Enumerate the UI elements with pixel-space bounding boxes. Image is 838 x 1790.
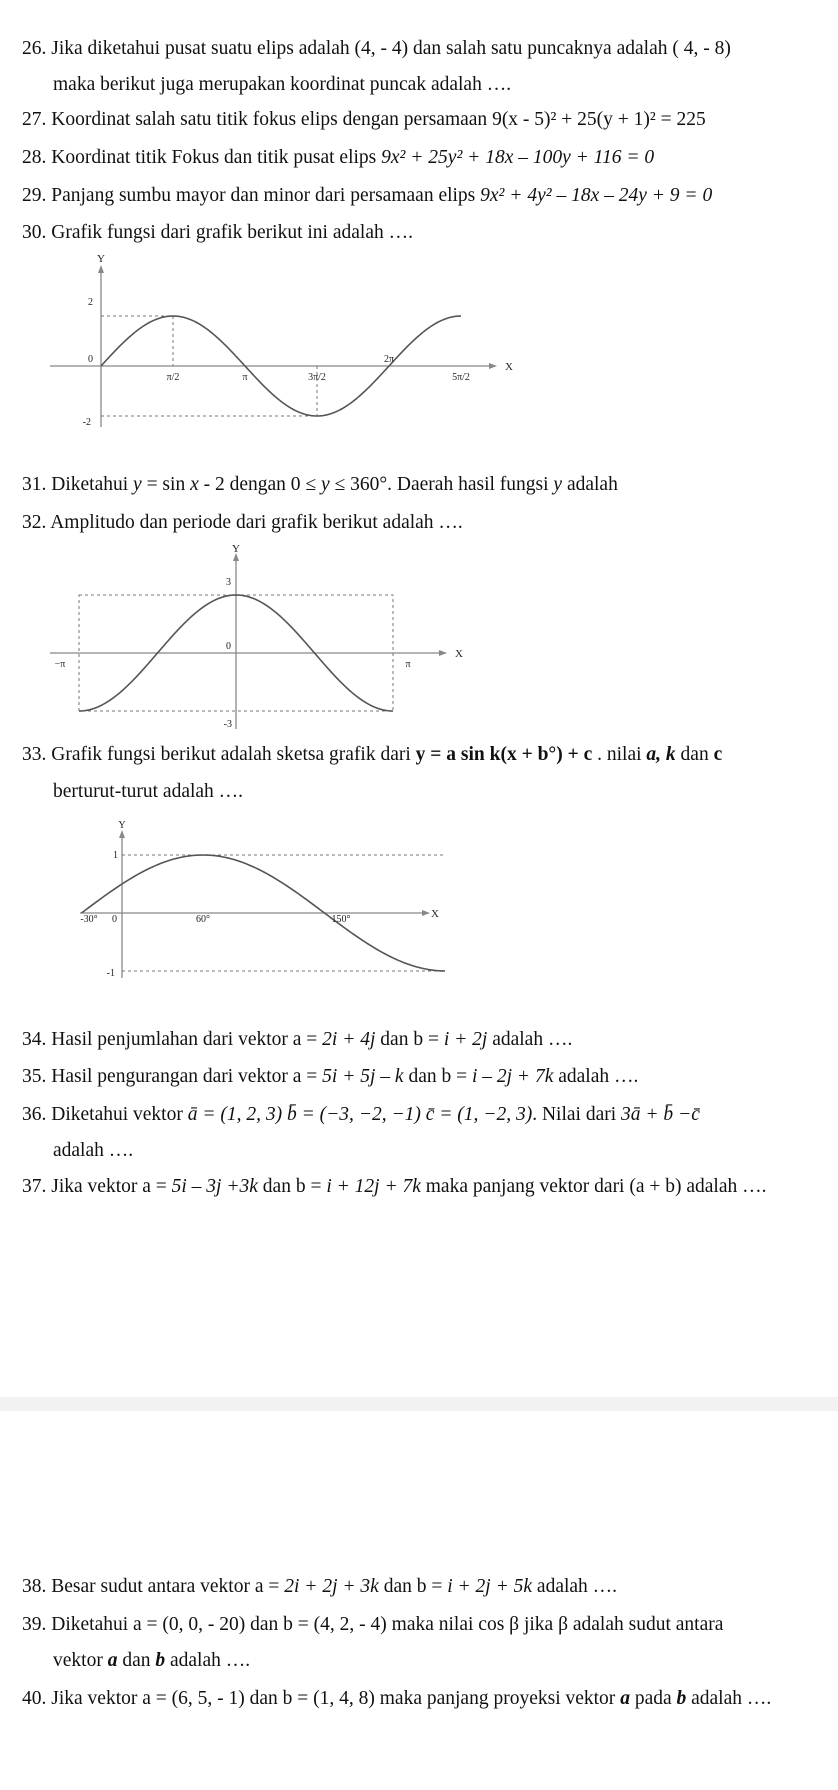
question-33 (22, 743, 722, 767)
question-26 (22, 37, 731, 61)
question-text: Amplitudo dan periode dari grafik berikut adalah …. (50, 512, 463, 533)
y-axis-label: Y (118, 820, 126, 831)
question-26-line2: maka berikut juga merupakan koordinat puncak adalah …. (53, 74, 512, 95)
x-tick-label: 2π (383, 354, 395, 365)
y-axis-arrow (119, 830, 125, 838)
vector-b: i + 12j + 7k (326, 1176, 421, 1197)
equation: 9x² + 4y² – 18x – 24y + 9 = 0 (480, 185, 713, 206)
vector-a: a (620, 1688, 630, 1709)
question-text: Jika vektor a = (51, 1176, 172, 1197)
question-number: 26. (22, 38, 47, 59)
question-text: Koordinat salah satu titik fokus elips dengan persamaan (51, 109, 493, 130)
x-axis-arrow (439, 650, 447, 656)
graph-q32 (45, 545, 475, 735)
question-text: Grafik fungsi dari grafik berikut ini adalah …. (51, 222, 413, 243)
question-text: dan b = (375, 1029, 444, 1050)
y-axis-label: Y (232, 545, 240, 555)
page-break (0, 1397, 838, 1411)
question-text: adalah …. (532, 1576, 618, 1597)
vector-b: i – 2j + 7k (471, 1066, 554, 1087)
question-36-line2: adalah …. (53, 1140, 134, 1161)
question-text: adalah (562, 474, 618, 495)
variable: x (190, 474, 199, 495)
question-number: 34. (22, 1029, 47, 1050)
question-27 (22, 108, 706, 132)
question-text: dan b = (378, 1576, 448, 1597)
vector-b: b (155, 1650, 166, 1671)
y-tick-neg3: -3 (223, 719, 232, 730)
question-33-line2: berturut-turut adalah …. (53, 781, 244, 802)
question-number: 37. (22, 1176, 47, 1197)
x-axis-label: X (431, 908, 439, 920)
question-31 (22, 473, 618, 497)
question-text: adalah …. (686, 1688, 772, 1709)
vector-a: 5i – 3j +3k (171, 1176, 258, 1197)
question-number: 29. (22, 185, 47, 206)
x-axis-arrow (489, 363, 497, 369)
question-text: = sin (141, 474, 191, 495)
variable: y (133, 474, 142, 495)
y-axis-arrow (98, 265, 104, 273)
x-ticks (167, 354, 470, 383)
vector-a: a (107, 1650, 118, 1671)
vector-b: i + 2j (443, 1029, 488, 1050)
question-39-line2 (53, 1649, 250, 1673)
x-tick-label: 5π/2 (452, 372, 470, 383)
question-number: 33. (22, 744, 47, 765)
x-tick-label: π (242, 372, 248, 383)
question-text: ≤ 360°. Daerah hasil fungsi (329, 474, 554, 495)
question-text: Jika vektor a = (6, 5, - 1) dan b = (1, 4, 8) maka panjang proyeksi vektor (51, 1688, 621, 1709)
question-number: 27. (22, 109, 47, 130)
equation: 9(x - 5)² + 25(y + 1)² = 225 (492, 109, 706, 130)
x-axis-label: X (455, 648, 463, 660)
y-tick-0: 0 (226, 641, 231, 652)
graph-q30 (45, 255, 515, 440)
x-tick-pi: π (405, 659, 411, 670)
question-37 (22, 1175, 767, 1199)
question-text: Diketahui a = (0, 0, - 20) dan b = (4, 2, - 4) maka nilai cos β jika β adalah sudut antara (51, 1614, 724, 1635)
variable: y (321, 474, 330, 495)
question-32 (22, 511, 463, 535)
variable: c (713, 744, 723, 765)
variables: a, k (646, 744, 676, 765)
question-38 (22, 1575, 617, 1599)
question-text: Jika diketahui pusat suatu elips adalah (4, - 4) dan salah satu puncaknya adalah ( 4, - 8) (51, 38, 731, 59)
x-tick-label: π/2 (166, 372, 180, 383)
variable: y (553, 474, 563, 495)
x-tick-label: 3π/2 (308, 372, 326, 383)
x-axis-label: X (505, 361, 513, 373)
question-number: 35. (22, 1066, 47, 1087)
question-text: Besar sudut antara vektor a = (51, 1576, 285, 1597)
vector-a: 2i + 2j + 3k (284, 1576, 379, 1597)
question-text: Grafik fungsi berikut adalah sketsa grafik dari (51, 744, 416, 765)
x-tick-60: 60° (196, 914, 210, 925)
vector-b: b (676, 1688, 687, 1709)
question-text: dan b = (257, 1176, 327, 1197)
question-number: 36. (22, 1104, 47, 1125)
y-tick-neg1: -1 (106, 968, 115, 979)
y-tick-1: 1 (113, 850, 118, 861)
question-text: maka panjang vektor dari (a + b) adalah …. (420, 1176, 767, 1197)
y-tick-2: 2 (88, 297, 93, 308)
question-text: adalah …. (487, 1029, 573, 1050)
question-number: 28. (22, 147, 47, 168)
question-34 (22, 1028, 572, 1052)
vector-a: 2i + 4j (322, 1029, 376, 1050)
y-tick-3: 3 (226, 577, 231, 588)
question-35 (22, 1065, 638, 1089)
vector-b: i + 2j + 5k (447, 1576, 533, 1597)
question-text: Koordinat titik Fokus dan titik pusat elips (51, 147, 382, 168)
graph-q33 (75, 818, 445, 988)
question-text: adalah …. (553, 1066, 639, 1087)
question-39 (22, 1613, 723, 1637)
question-number: 31. (22, 474, 47, 495)
question-28 (22, 146, 654, 170)
question-number: 32. (22, 512, 47, 533)
question-text: dan (675, 744, 714, 765)
y-axis-label: Y (97, 255, 105, 265)
question-text: dan b = (403, 1066, 472, 1087)
question-text: adalah …. (165, 1650, 251, 1671)
question-number: 40. (22, 1688, 47, 1709)
question-text: Hasil pengurangan dari vektor a = (51, 1066, 323, 1087)
equation: 9x² + 25y² + 18x – 100y + 116 = 0 (381, 147, 655, 168)
y-tick-0: 0 (88, 354, 93, 365)
formula: y = a sin k(x + b°) + c (415, 744, 593, 765)
question-text: Hasil penjumlahan dari vektor a = (51, 1029, 323, 1050)
question-29 (22, 184, 712, 208)
question-text: Diketahui (51, 474, 134, 495)
question-text: dan (117, 1650, 156, 1671)
question-number: 30. (22, 222, 47, 243)
vector-definitions: ā = (1, 2, 3) b̄ = (−3, −2, −1) c̄ = (1, −2, 3) (187, 1104, 533, 1125)
y-tick-neg2: -2 (82, 417, 91, 428)
question-number: 38. (22, 1576, 47, 1597)
x-tick-neg-pi: −π (54, 659, 66, 670)
expression: 3ā + b̄ −c̄ (621, 1104, 700, 1125)
x-tick-150: 150° (331, 914, 351, 925)
question-text: vektor (53, 1650, 108, 1671)
question-text: Panjang sumbu mayor dan minor dari persamaan elips (51, 185, 481, 206)
question-text: . Nilai dari (532, 1104, 622, 1125)
question-40 (22, 1687, 771, 1711)
vector-a: 5i + 5j – k (322, 1066, 404, 1087)
question-36 (22, 1103, 700, 1127)
question-text: . nilai (592, 744, 647, 765)
question-text: Diketahui vektor (51, 1104, 188, 1125)
x-axis-arrow (422, 910, 430, 916)
question-text: pada (629, 1688, 677, 1709)
question-number: 39. (22, 1614, 47, 1635)
x-tick-0: 0 (112, 914, 117, 925)
question-30 (22, 221, 413, 245)
question-text: - 2 dengan 0 ≤ (198, 474, 321, 495)
x-tick-neg30: -30° (80, 914, 98, 925)
